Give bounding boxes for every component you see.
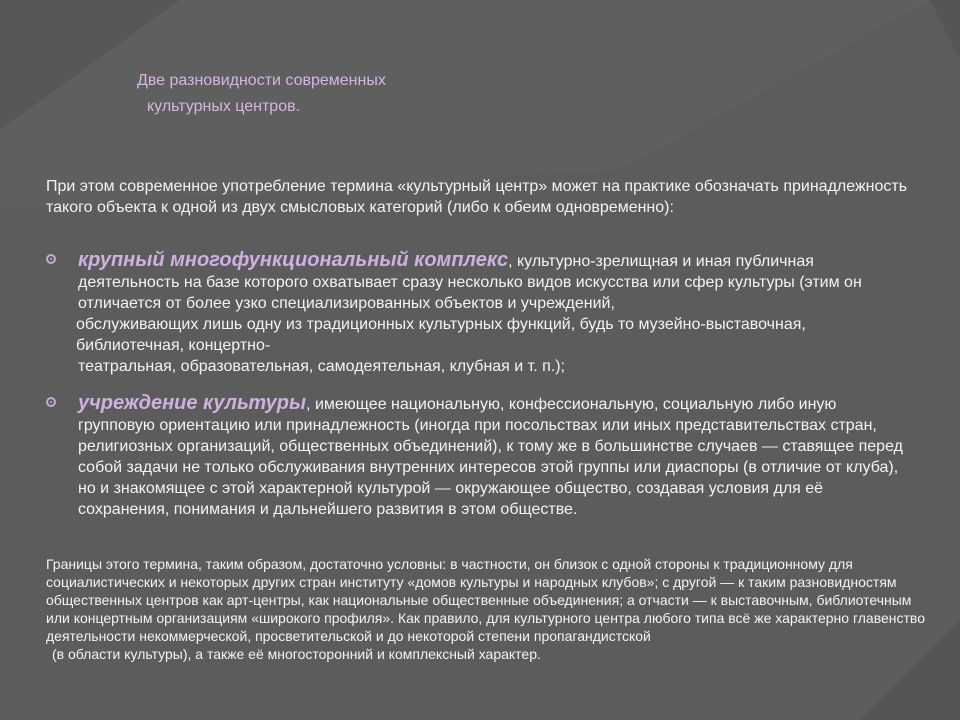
bullet-circle-icon	[46, 254, 56, 264]
bullet-circle-icon	[46, 397, 56, 407]
closing-text-last-line: (в области культуры), а также её многосторонний и комплексный характер.	[52, 646, 541, 662]
closing-text: Границы этого термина, таким образом, достаточно условны: в частности, он близок с одной стороны к традиционному для социалистических и некоторых других стран институту «домов культуры и народных клубов»; с другой — к таким разновидностям общественных центров как арт-центры, как национальные общественные объединения; а отчасти — к выставочным, библиотечным или концертным организациям «широкого профиля». Как правило, для культурного центра любого типа всё же характерно главенство деятельности некоммерческой, просветительской и до некоторой степени пропагандистской	[46, 556, 925, 644]
title-line-2: культурных центров.	[147, 98, 301, 115]
bullet-item-complex	[46, 250, 916, 377]
bullet-text	[78, 393, 916, 520]
bullet-body-end: театральная, образовательная, самодеятельная, клубная и т. п.);	[78, 358, 565, 375]
title-line-1: Две разновидности современных	[137, 72, 386, 89]
slide-title	[137, 68, 557, 120]
bullet-item-institution	[46, 393, 916, 520]
intro-paragraph: При этом современное употребление термина «культурный центр» может на практике обозначать принадлежность такого объекта к одной из двух смысловых категорий (либо к обеим одновременно):	[46, 178, 908, 216]
bullet-body: , культурно-зрелищная и иная публичная деятельность на базе которого охватывает сразу несколько видов искусства или сфер культуры (этим он отличается от более узко специализированных объектов и учреждений,	[78, 253, 862, 312]
bullet-term: учреждение культуры	[78, 392, 307, 414]
bullet-text	[78, 250, 916, 377]
bullet-term: крупный многофункциональный комплекс	[78, 249, 509, 271]
closing-paragraph	[46, 555, 926, 663]
bullet-body-continued: обслуживающих лишь одну из традиционных культурных функций, будь то музейно-выставочная, библиотечная, концертно-	[76, 316, 806, 354]
bullet-body: , имеющее национальную, конфессиональную, социальную либо иную групповую ориентацию или принадлежность (иногда при посольствах или иных представительствах стран, религиозных организаций, общественных объединений), к тому же в большинстве случаев — ставящее перед собой задачи не только обслуживания внутренних интересов этой группы или диаспоры (в отличие от клуба), но и знакомящее с этой характерной культурой — окружающее общество, создавая условия для её сохранения, понимания и дальнейшего развития в этом обществе.	[78, 396, 903, 518]
